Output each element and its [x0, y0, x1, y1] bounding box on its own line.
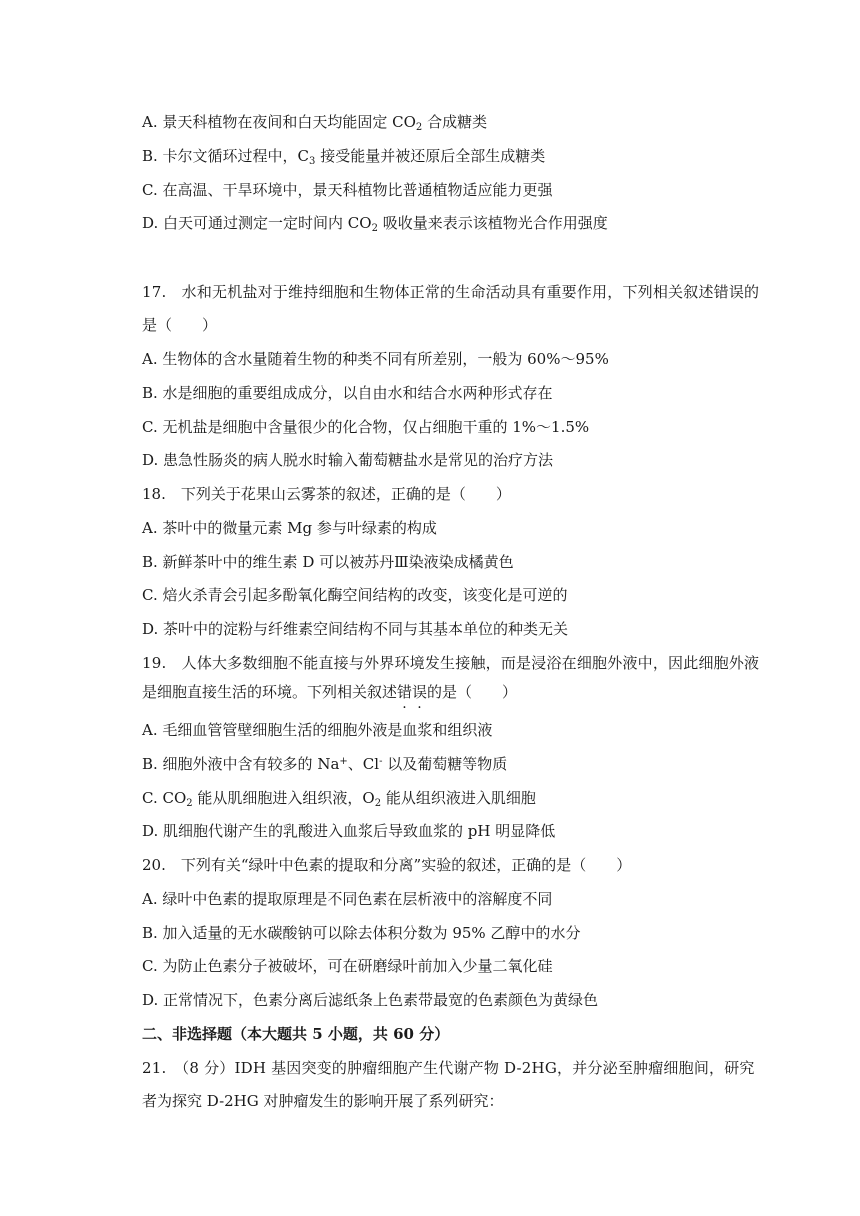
q20-option-a: A. 绿叶中色素的提取原理是不同色素在层析液中的溶解度不同	[142, 890, 553, 908]
q17-stem-line2: 是（ ）	[142, 316, 218, 334]
q16-option-d: D. 白天可通过测定一定时间内 $CO_2$ 吸收量来表示该植物光合作用强度	[142, 214, 608, 234]
q17-option-c: C. 无机盐是细胞中含量很少的化合物，仅占细胞干重的 1%～1.5%	[142, 418, 590, 436]
q19-option-b: B. 细胞外液中含有较多的 Na+、Cl- 以及葡萄糖等物质	[142, 755, 508, 773]
emphasis-dot-char: 误	[412, 683, 428, 701]
q16-option-a: A. 景天科植物在夜间和白天均能固定 $CO_2$ 合成糖类	[142, 113, 488, 133]
q20-option-b: B. 加入适量的无水碳酸钠可以除去体积分数为 95% 乙醇中的水分	[142, 924, 581, 942]
q16-option-b: B. 卡尔文循环过程中，$C_3$ 接受能量并被还原后全部生成糖类	[142, 147, 546, 167]
section-heading: 二、非选择题（本大题共 5 小题，共 60 分）	[142, 1025, 450, 1043]
q18-option-d: D. 茶叶中的淀粉与纤维素空间结构不同与其基本单位的种类无关	[142, 620, 569, 638]
q19-stem-line2: 是细胞直接生活的环境。下列相关叙述错误的是（ ）	[142, 683, 518, 701]
q20-stem: 20. 下列有关“绿叶中色素的提取和分离”实验的叙述，正确的是（ ）	[142, 856, 632, 874]
q18-option-b: B. 新鲜茶叶中的维生素 D 可以被苏丹Ⅲ染液染成橘黄色	[142, 553, 514, 571]
q18-stem: 18. 下列关于花果山云雾茶的叙述，正确的是（ ）	[142, 485, 511, 503]
q17-option-a: A. 生物体的含水量随着生物的种类不同有所差别，一般为 60%～95%	[142, 350, 609, 368]
q17-option-d: D. 患急性肠炎的病人脱水时输入葡萄糖盐水是常见的治疗方法	[142, 451, 554, 469]
emphasis-dot-char: 错	[397, 683, 413, 701]
q17-stem-line1: 17. 水和无机盐对于维持细胞和生物体正常的生命活动具有重要作用，下列相关叙述错误的	[142, 283, 760, 301]
q19-option-c: C. $CO_2$ 能从肌细胞进入组织液，$O_2$ 能从组织液进入肌细胞	[142, 789, 536, 809]
q19-option-d: D. 肌细胞代谢产生的乳酸进入血浆后导致血浆的 pH 明显降低	[142, 822, 556, 840]
q19-stem-line1: 19. 人体大多数细胞不能直接与外界环境发生接触，而是浸浴在细胞外液中，因此细胞外液	[142, 654, 760, 672]
q16-option-c: C. 在高温、干旱环境中，景天科植物比普通植物适应能力更强	[142, 181, 553, 199]
q19-option-a: A. 毛细血管管壁细胞生活的细胞外液是血浆和组织液	[142, 721, 493, 739]
q17-option-b: B. 水是细胞的重要组成成分，以自由水和结合水两种形式存在	[142, 384, 553, 402]
q20-option-c: C. 为防止色素分子被破坏，可在研磨绿叶前加入少量二氧化硅	[142, 957, 553, 975]
q18-option-a: A. 茶叶中的微量元素 Mg 参与叶绿素的构成	[142, 519, 437, 537]
q20-option-d: D. 正常情况下，色素分离后滤纸条上色素带最宽的色素颜色为黄绿色	[142, 991, 599, 1009]
q18-option-c: C. 焙火杀青会引起多酚氧化酶空间结构的改变，该变化是可逆的	[142, 586, 568, 604]
q21-stem-line1: 21. （8 分）IDH 基因突变的肿瘤细胞产生代谢产物 D-2HG，并分泌至肿瘤细胞间，研究	[142, 1059, 755, 1077]
q21-stem-line2: 者为探究 D-2HG 对肿瘤发生的影响开展了系列研究：	[142, 1092, 504, 1110]
